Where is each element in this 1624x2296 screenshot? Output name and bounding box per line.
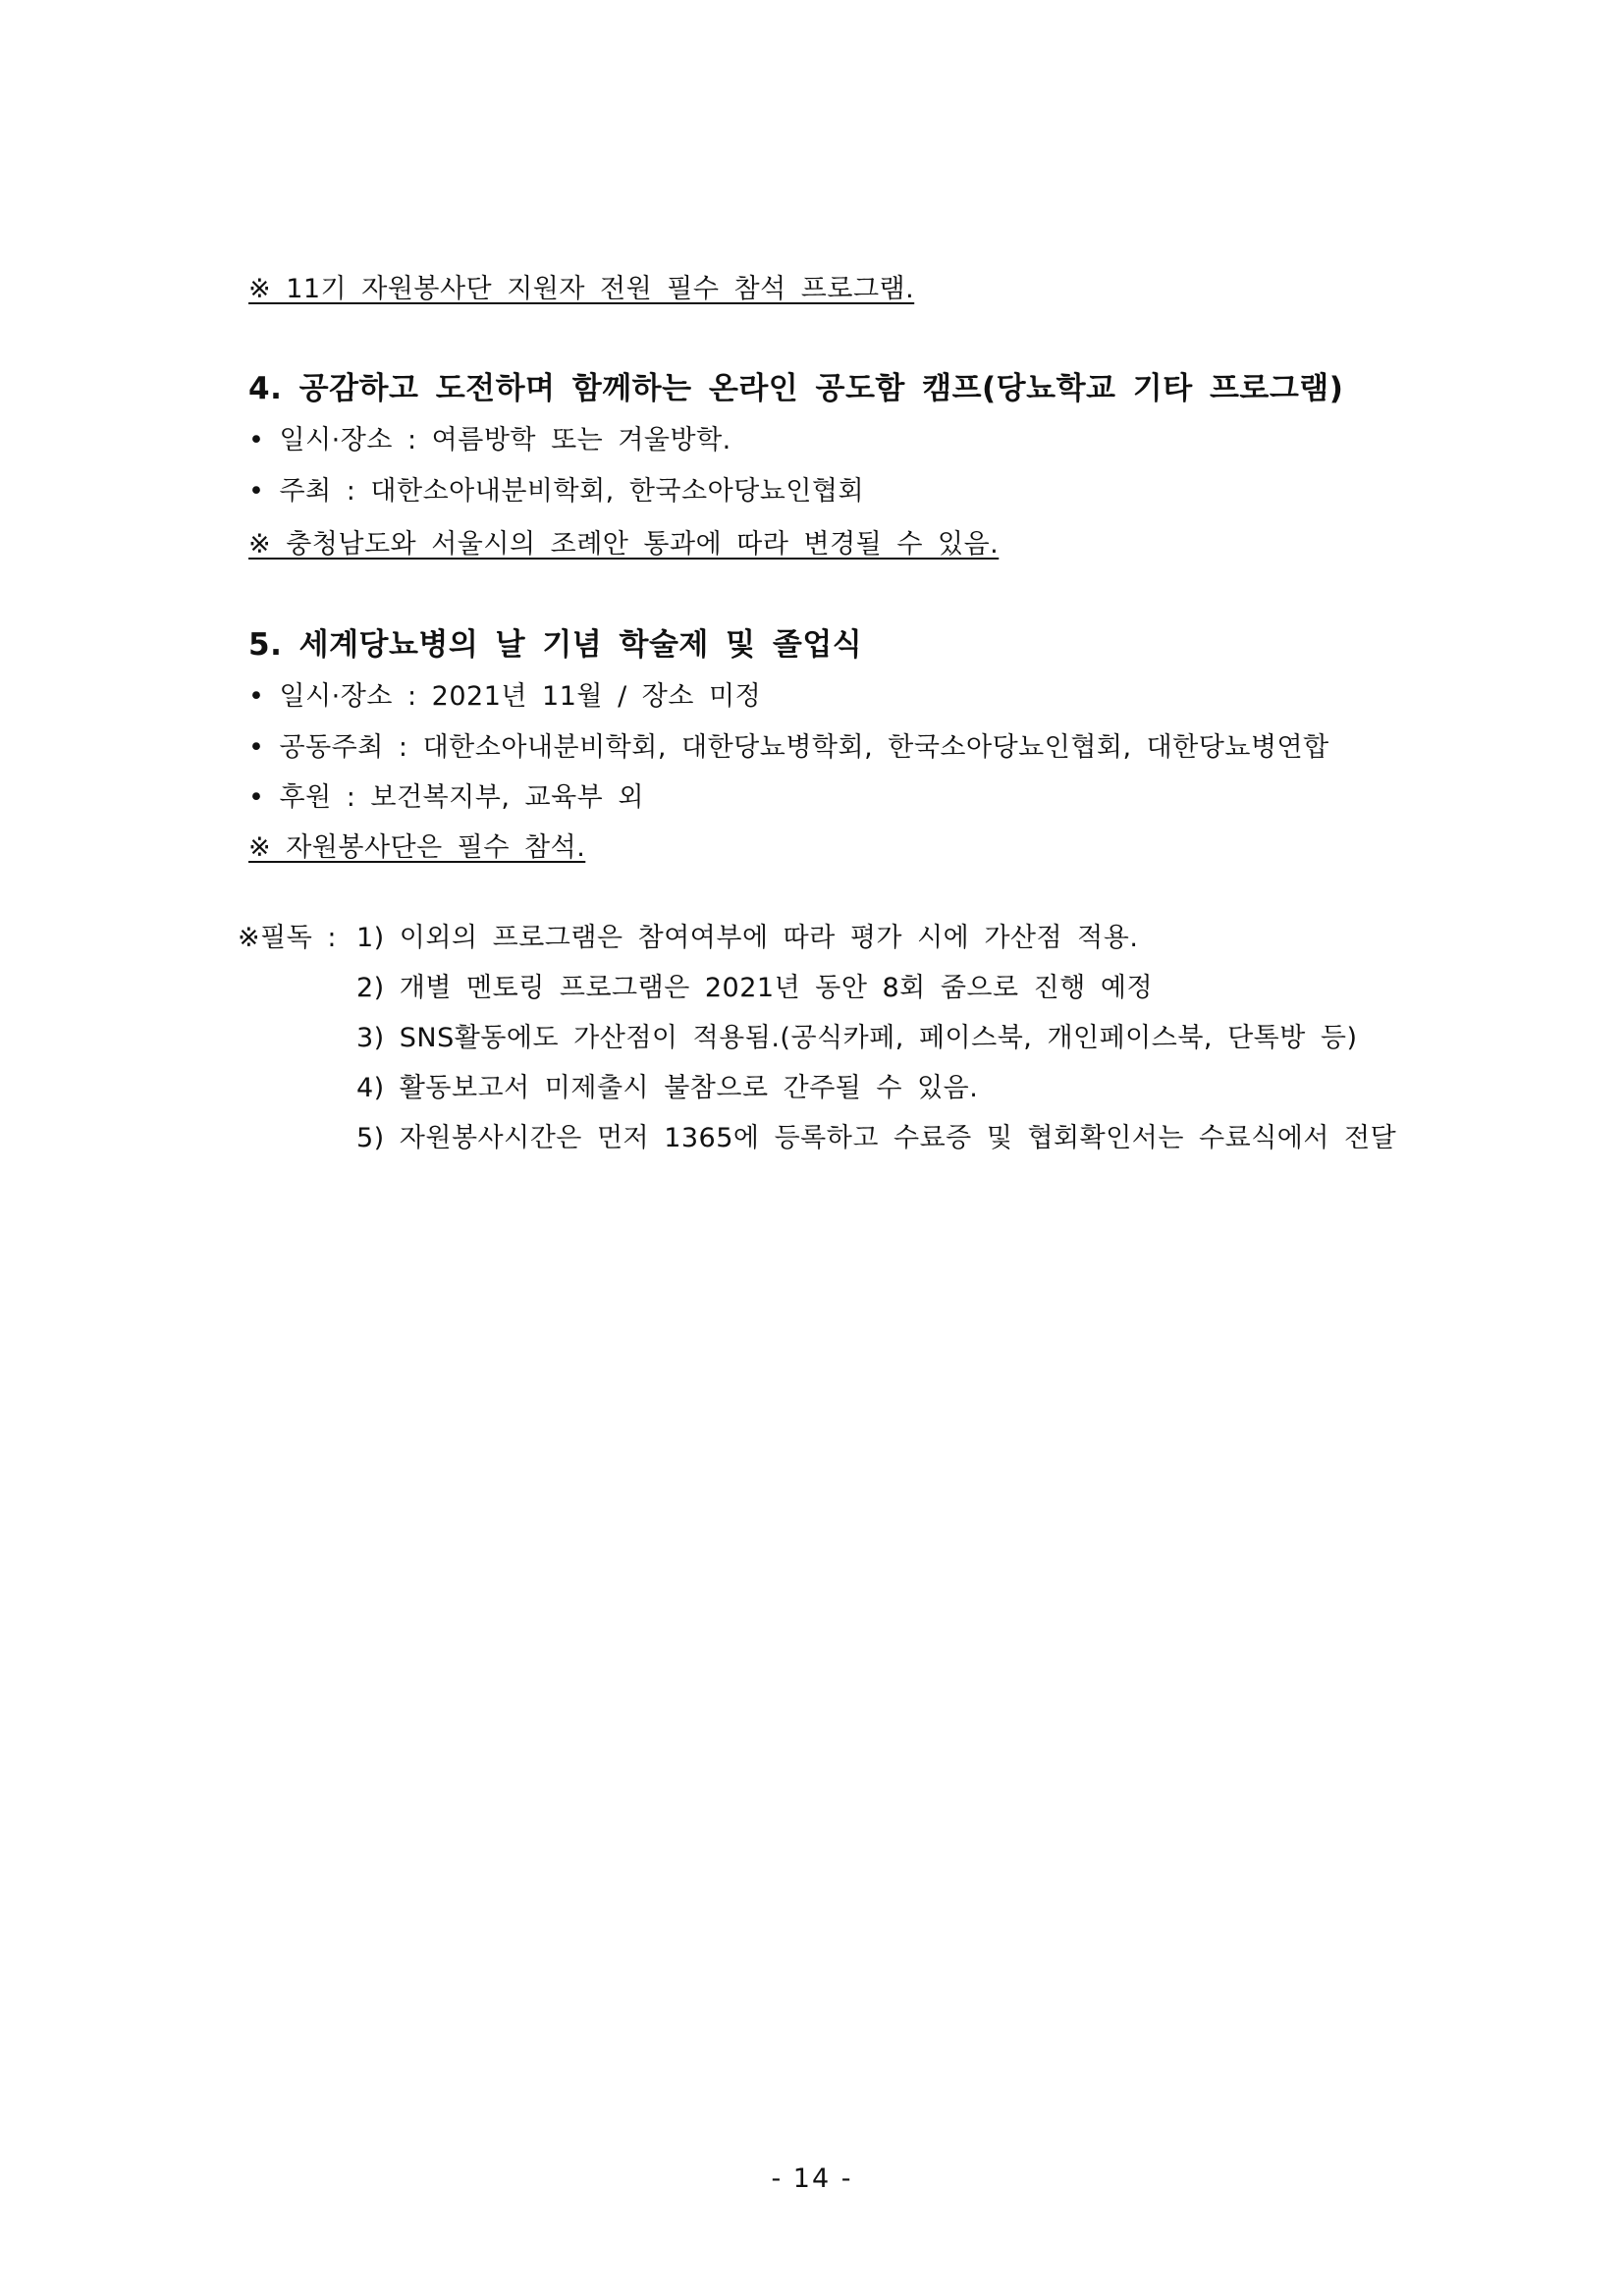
section-5-item: • 일시·장소 : 2021년 11월 / 장소 미정 [248,681,762,712]
section-5-note: ※ 자원봉사단은 필수 참석. [248,832,586,863]
section-4-item: • 주최 : 대한소아내분비학회, 한국소아당뇨인협회 [248,476,865,507]
section-4-title: 4. 공감하고 도전하며 함께하는 온라인 공도함 캠프(당뇨학교 기타 프로그램) [248,371,1344,406]
page-number: - 14 - [771,2163,853,2194]
required-reading-item: 3) SNS활동에도 가산점이 적용됨.(공식카페, 페이스북, 개인페이스북, 단톡방 등) [356,1023,1358,1053]
required-reading-item: 5) 자원봉사시간은 먼저 1365에 등록하고 수료증 및 협회확인서는 수료식에서 전달 [356,1123,1397,1153]
required-reading-label: ※필독 : [238,923,337,953]
required-reading-item: 1) 이외의 프로그램은 참여여부에 따라 평가 시에 가산점 적용. [356,923,1139,953]
section-5-item: • 공동주최 : 대한소아내분비학회, 대한당뇨병학회, 한국소아당뇨인협회, 대한당뇨병연합 [248,732,1329,763]
section-5-title: 5. 세계당뇨병의 날 기념 학술제 및 졸업식 [248,627,863,663]
section-5-item: • 후원 : 보건복지부, 교육부 외 [248,782,644,813]
required-reading-item: 2) 개별 멘토링 프로그램은 2021년 동안 8회 줌으로 진행 예정 [356,973,1154,1003]
top-note: ※ 11기 자원봉사단 지원자 전원 필수 참석 프로그램. [248,274,915,304]
section-4-note: ※ 충청남도와 서울시의 조례안 통과에 따라 변경될 수 있음. [248,529,1000,560]
required-reading-item: 4) 활동보고서 미제출시 불참으로 간주될 수 있음. [356,1073,979,1103]
section-4-item: • 일시·장소 : 여름방학 또는 겨울방학. [248,425,731,455]
